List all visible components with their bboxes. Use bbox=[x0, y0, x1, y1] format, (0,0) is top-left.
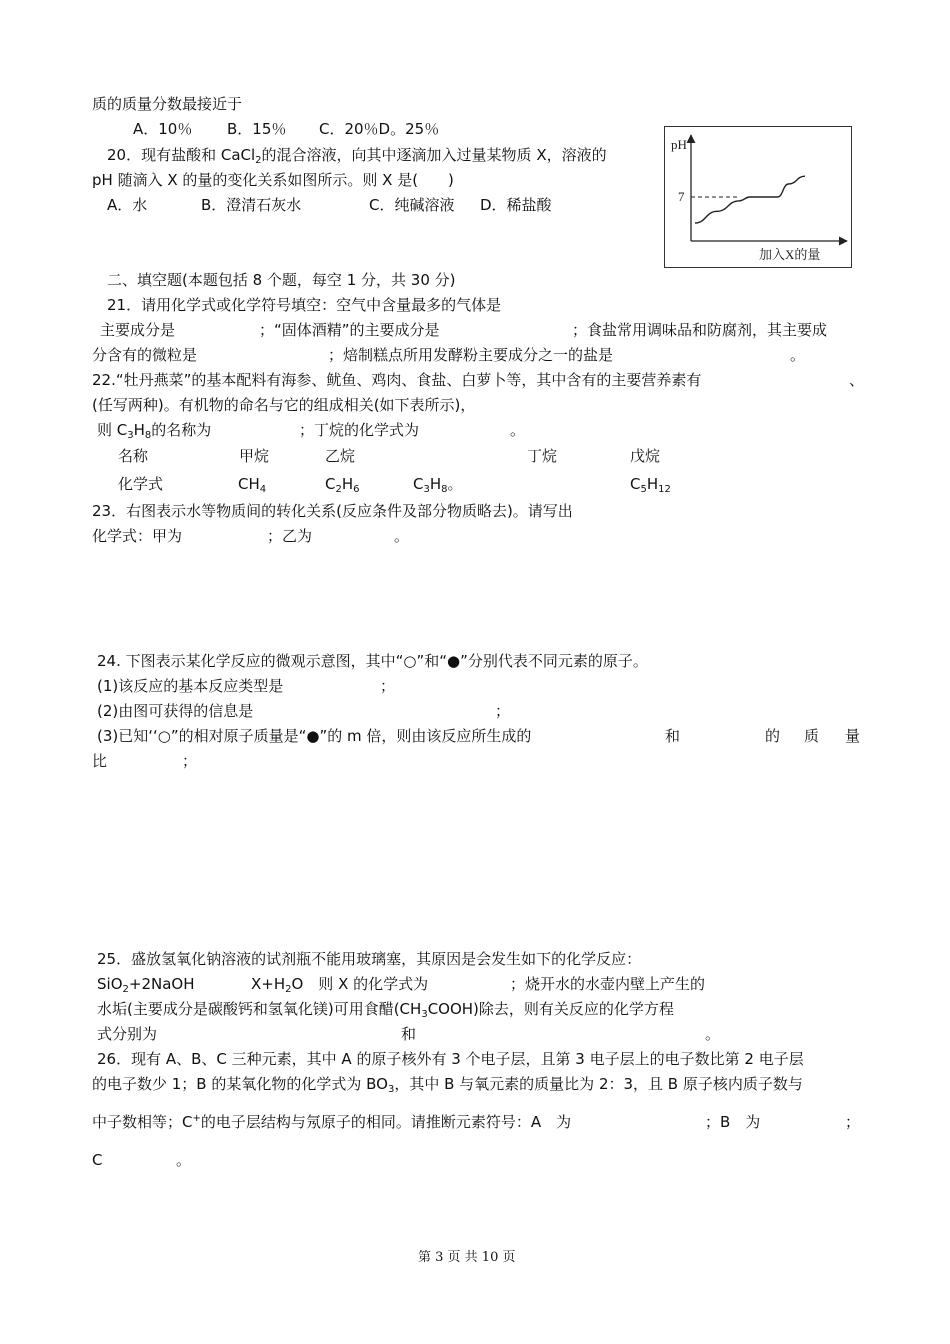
q23-line1: 23．右图表示水等物质间的转化关系(反应条件及部分物质略去)。请写出 bbox=[92, 502, 573, 520]
q21-line3a: 分含有的微粒是 bbox=[92, 346, 198, 364]
q26-line1: 26．现有 A、B、C 三种元素，其中 A 的原子核外有 3 个电子层，且第 3 电子层上的电子数比第 2 电子层 bbox=[97, 1050, 804, 1068]
q26-line2: 的电子数少 1；B 的某氧化物的化学式为 $BO_3$，其中 B 与氧元素的质量比为 2：3，且 B 原子核内质子数与 bbox=[92, 1075, 803, 1095]
q26-line3d: ； bbox=[845, 1113, 861, 1131]
q22-line3c: ；丁烷的化学式为 bbox=[299, 421, 420, 439]
q23-line2a: 化学式：甲为 bbox=[92, 527, 183, 545]
q20-line1: 20．现有盐酸和 CaCl$_2$的混合溶液，向其中逐滴加入过量某物质 X，溶液的 bbox=[107, 146, 607, 166]
q20-line2: pH 随滴入 X 的量的变化关系如图所示。则 X 是( ) bbox=[92, 171, 454, 189]
page-footer: 第 3 页 共 10 页 bbox=[418, 1250, 516, 1265]
q26-line3c: ；B 为 bbox=[705, 1113, 761, 1131]
chart-tick-7: 7 bbox=[678, 189, 685, 204]
q19-text: 质的质量分数最接近于 bbox=[92, 95, 243, 113]
q20-option-a: A．水 bbox=[107, 196, 148, 214]
q19-option-a: A．10％ bbox=[133, 120, 193, 138]
q24-line4e: 量 bbox=[845, 727, 861, 745]
q24-line3b: ； bbox=[495, 702, 511, 720]
q21-line3c: 。 bbox=[790, 346, 806, 364]
q21-line3b: ；焙制糕点所用发酵粉主要成分之一的盐是 bbox=[328, 346, 614, 364]
q22-line3a: 则 $C_3H_8$的名称为 bbox=[97, 421, 212, 441]
section2-title: 二、填空题(本题包括 8 个题，每空 1 分，共 30 分) bbox=[107, 271, 456, 289]
q21-line2b: ；“固体酒精”的主要成分是 bbox=[259, 321, 440, 339]
ph-chart bbox=[664, 126, 852, 268]
q26-line4a: C bbox=[92, 1151, 103, 1169]
chart-y-label: pH bbox=[671, 137, 687, 152]
table-name-methane: 甲烷 bbox=[239, 447, 270, 465]
q24-line4a: (3)已知‘‘○”的相对原子质量是“●”的 m 倍，则由该反应所生成的 bbox=[97, 727, 532, 745]
table-name-ethane: 乙烷 bbox=[325, 447, 356, 465]
q25-line2e: ；烧开水的水壶内壁上产生的 bbox=[510, 975, 706, 993]
q24-line4c: 的 bbox=[765, 727, 781, 745]
table-formula-header: 化学式 bbox=[118, 475, 164, 493]
q26-line3a: 中子数相等；C+的电子层结构与氖原子的相同。请推断元素符号：A 为 bbox=[92, 1113, 572, 1131]
q24-line2a: (1)该反应的基本反应类型是 bbox=[97, 677, 284, 695]
q22-line1a: 22.“牡丹燕菜”的基本配料有海参、鱿鱼、鸡肉、食盐、白萝卜等，其中含有的主要营养素有 bbox=[92, 371, 702, 389]
q25-line4b: 和 bbox=[401, 1025, 417, 1043]
q22-line2: (任写两种)。有机物的命名与它的组成相关(如下表所示)， bbox=[92, 396, 476, 414]
q22-line3d: 。 bbox=[510, 421, 526, 439]
q19-option-b: B．15％ bbox=[227, 120, 287, 138]
q25-line4a: 式分别为 bbox=[97, 1025, 158, 1043]
q21-line1: 21．请用化学式或化学符号填空：空气中含量最多的气体是 bbox=[107, 296, 502, 314]
q21-line2a: 主要成分是 bbox=[100, 321, 176, 339]
chart-series-line bbox=[695, 176, 805, 223]
table-name-pentane: 戊烷 bbox=[630, 447, 661, 465]
formula-ch4: $CH_4$ bbox=[238, 475, 267, 495]
q22-line1b: 、 bbox=[849, 371, 865, 389]
formula-c3h8: $C_3H_8$。 bbox=[413, 475, 463, 495]
formula-c2h6: $C_2H_6$ bbox=[325, 475, 360, 495]
q26-line4b: 。 bbox=[176, 1151, 192, 1169]
q20-option-c: C．纯碱溶液 bbox=[369, 196, 455, 214]
q24-line2b: ； bbox=[380, 677, 396, 695]
table-name-header: 名称 bbox=[118, 447, 149, 465]
q19-option-cd: C．20％D。25％ bbox=[319, 120, 440, 138]
q24-line4d: 质 bbox=[804, 727, 820, 745]
q20-option-b: B．澄清石灰水 bbox=[201, 196, 302, 214]
formula-c5h12: $C_5H_{12}$ bbox=[630, 475, 671, 495]
q21-line2c: ；食盐常用调味品和防腐剂，其主要成 bbox=[572, 321, 828, 339]
q25-line2a: SiO$_2$+2NaOH bbox=[97, 975, 195, 995]
q20-option-d: D．稀盐酸 bbox=[480, 196, 552, 214]
q25-line3: 水垢(主要成分是碳酸钙和氢氧化镁)可用食醋$(CH_3COOH)$除去，则有关反应的化学方程 bbox=[97, 1000, 674, 1020]
q24-line5a: 比 bbox=[92, 752, 108, 770]
q23-line2c: 。 bbox=[394, 527, 410, 545]
chart-x-label: 加入X的量 bbox=[759, 247, 821, 262]
table-name-butane: 丁烷 bbox=[527, 447, 558, 465]
q24-line4b: 和 bbox=[665, 727, 681, 745]
q24-line3a: (2)由图可获得的信息是 bbox=[97, 702, 254, 720]
q24-line5b: ； bbox=[182, 752, 198, 770]
q24-line1: 24. 下图表示某化学反应的微观示意图，其中“○”和“●”分别代表不同元素的原子。 bbox=[97, 652, 648, 670]
q25-line1: 25．盛放氢氧化钠溶液的试剂瓶不能用玻璃塞，其原因是会发生如下的化学反应： bbox=[97, 950, 642, 968]
q25-line2c: $X+H_2O$ 则 X 的化学式为 bbox=[251, 975, 429, 995]
q23-line2b: ；乙为 bbox=[267, 527, 313, 545]
q25-line4c: 。 bbox=[705, 1025, 721, 1043]
